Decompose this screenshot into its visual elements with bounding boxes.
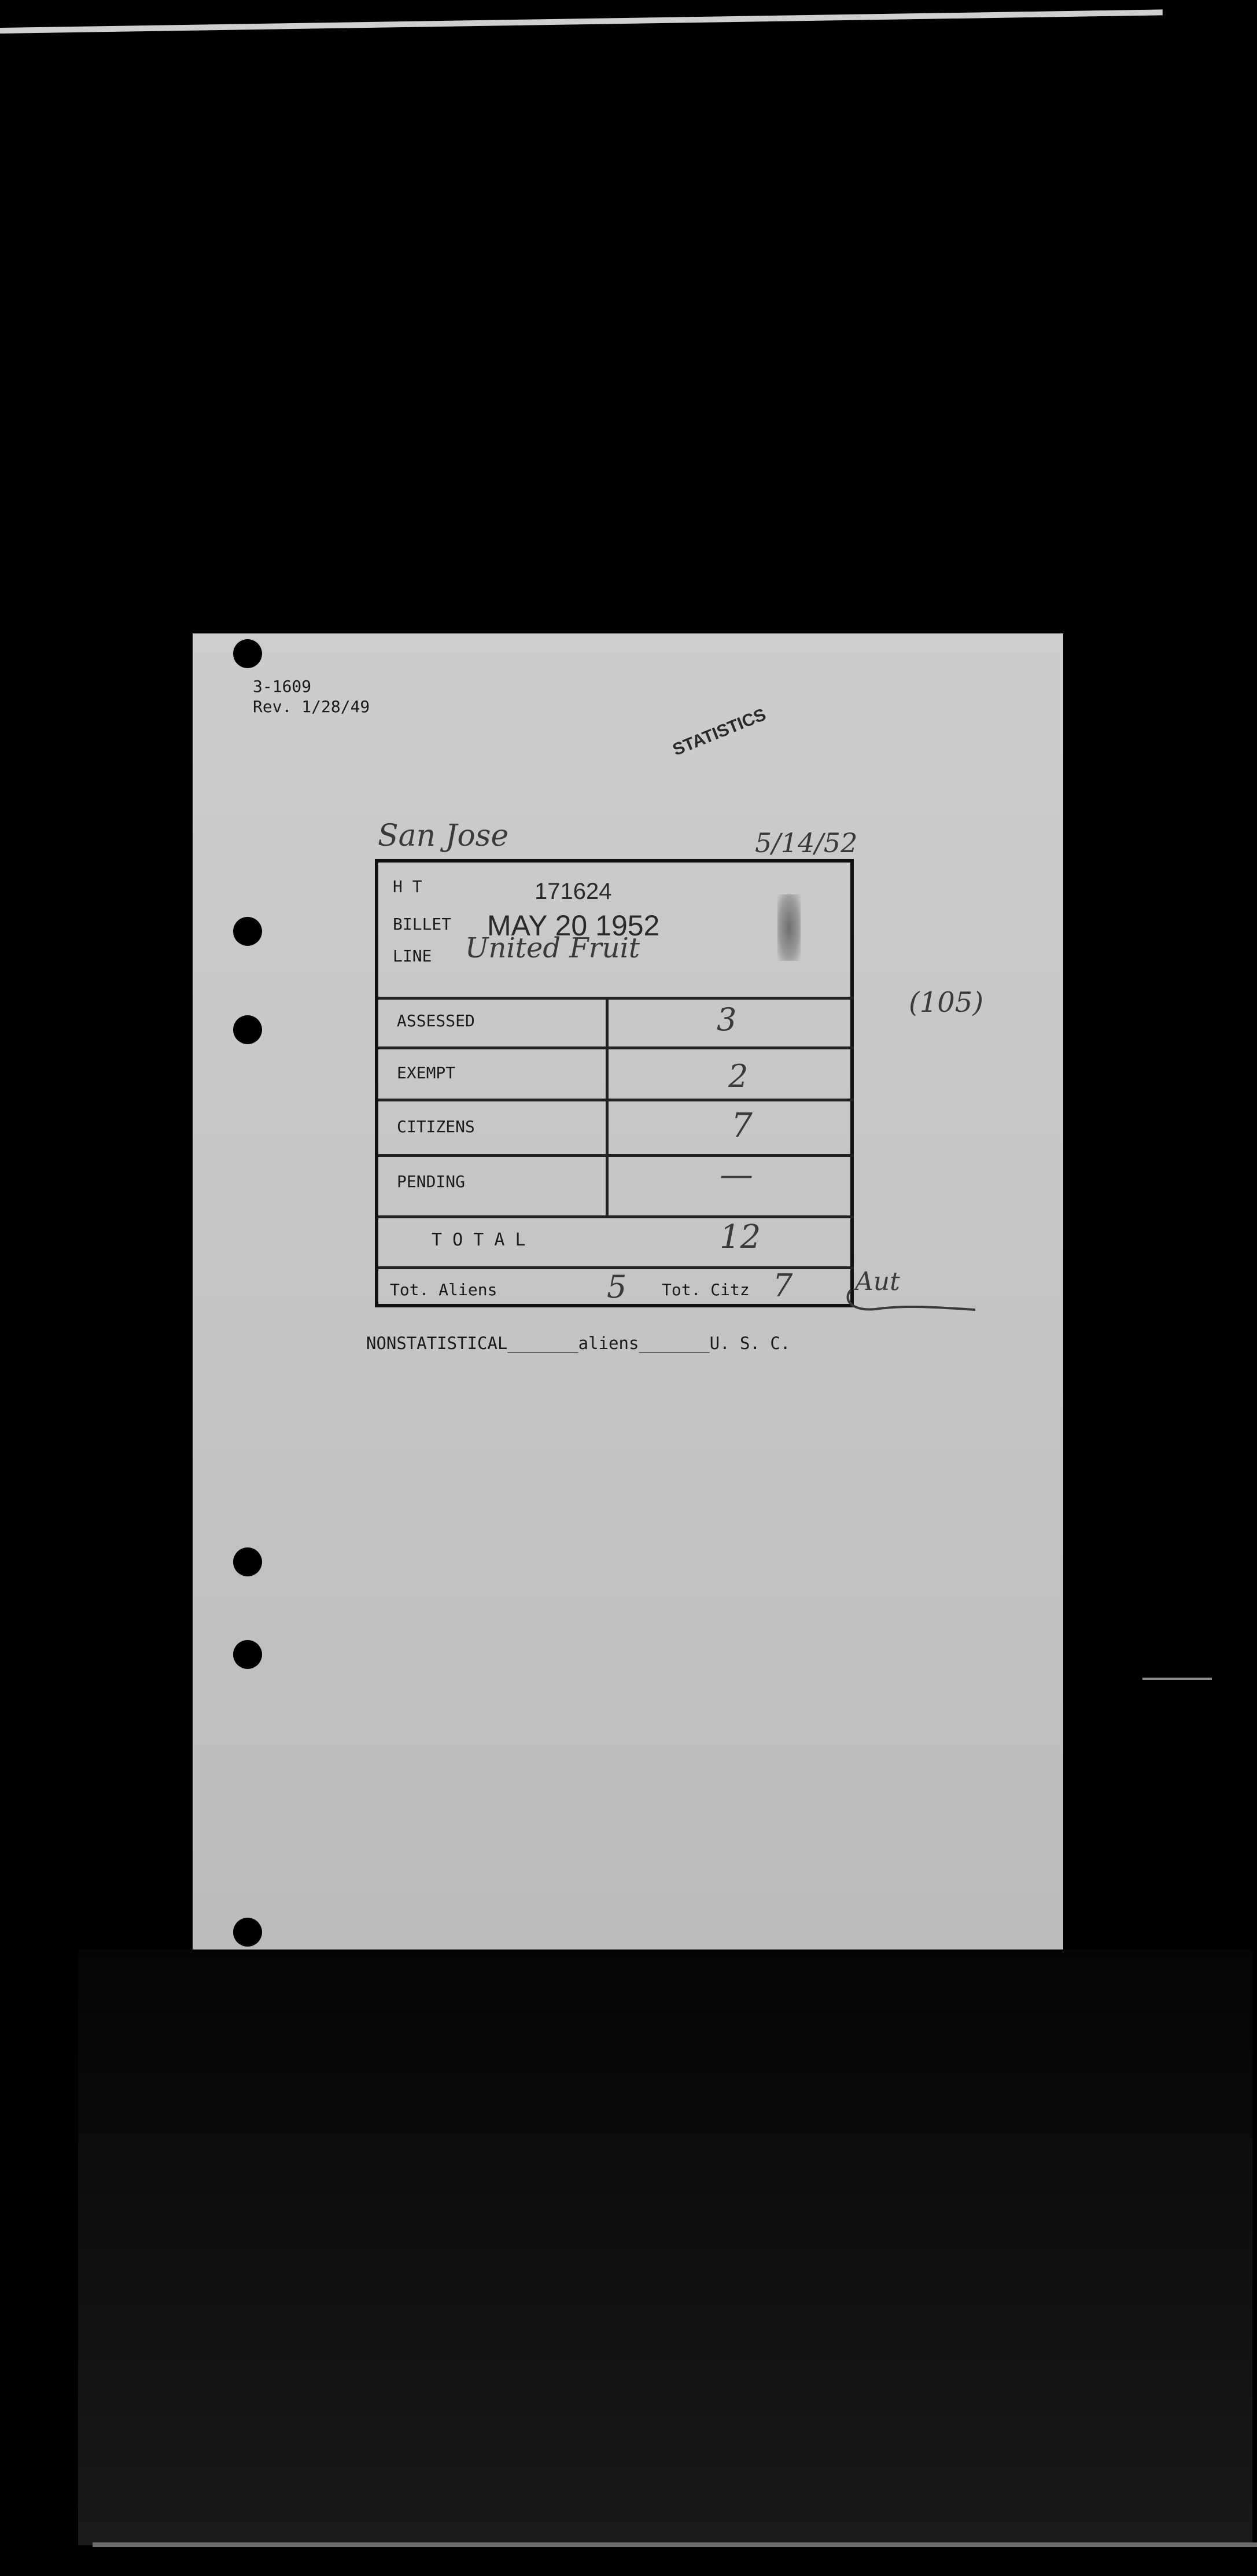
handwritten-margin-note: (105) [909, 986, 984, 1019]
punch-hole-icon [233, 1640, 262, 1669]
ht-value: 171624 [534, 879, 612, 904]
handwritten-date: 5/14/52 [755, 827, 858, 858]
divider-line [378, 1099, 854, 1101]
divider-line [378, 997, 854, 1000]
divider-line [378, 1154, 854, 1157]
scan-bottom-edge-line [93, 2542, 1257, 2547]
document-page [193, 633, 1063, 1949]
divider-line [378, 1215, 854, 1218]
form-number: 3-1609 [253, 677, 312, 696]
divider-line [378, 1046, 854, 1049]
ink-smudge [777, 894, 801, 961]
ht-label: H T [393, 877, 422, 896]
punch-hole-icon [233, 1015, 262, 1044]
scan-top-edge-line [0, 9, 1163, 34]
total-aliens-label: Tot. Aliens [390, 1280, 497, 1299]
total-aliens-value: 5 [607, 1269, 627, 1305]
row-value-citizens: 7 [731, 1105, 753, 1145]
nonstatistical-line: NONSTATISTICAL_______aliens_______U. S. C. [366, 1333, 791, 1353]
row-label-pending: PENDING [397, 1172, 466, 1191]
initials-flourish [839, 1273, 978, 1319]
punch-hole-icon [233, 639, 262, 668]
row-label-exempt: EXEMPT [397, 1063, 456, 1082]
statistics-stamp: STATISTICS [670, 705, 769, 760]
handwritten-port: San Jose [378, 819, 509, 853]
line-label: LINE [393, 946, 432, 965]
row-value-pending: — [720, 1155, 753, 1194]
handwritten-line: United Fruit [465, 932, 640, 964]
punch-hole-icon [233, 917, 262, 946]
total-value: 12 [720, 1218, 761, 1256]
scan-background-lower [78, 1949, 1252, 2545]
row-value-assessed: 3 [717, 1001, 737, 1038]
billet-label: BILLET [393, 915, 452, 934]
total-citizens-value: 7 [773, 1267, 793, 1304]
punch-hole-icon [233, 1918, 262, 1947]
handwritten-initials: Aut [855, 1267, 900, 1296]
total-citizens-label: Tot. Citz [662, 1280, 750, 1299]
statistics-form-box [375, 859, 854, 1307]
punch-hole-icon [233, 1547, 262, 1576]
row-label-citizens: CITIZENS [397, 1117, 475, 1136]
scan-right-edge-mark [1142, 1678, 1212, 1680]
row-label-assessed: ASSESSED [397, 1011, 475, 1030]
row-value-exempt: 2 [728, 1058, 749, 1094]
billet-date-stamp: MAY 20 1952 [487, 909, 660, 942]
total-label: T O T A L [432, 1230, 526, 1250]
column-divider [606, 1000, 609, 1215]
form-revision: Rev. 1/28/49 [253, 697, 370, 716]
